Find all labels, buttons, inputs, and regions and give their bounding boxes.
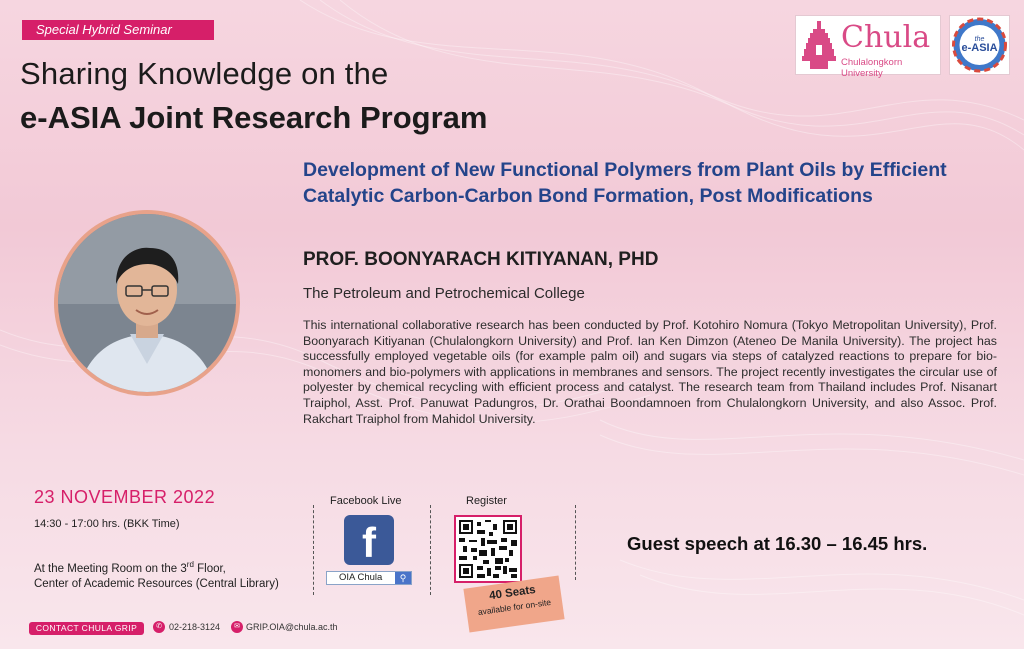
chula-logo-sub: Chulalongkorn University <box>841 57 903 79</box>
venue-line1-sup: rd <box>186 560 194 569</box>
svg-text:e-ASIA: e-ASIA <box>961 42 998 54</box>
qr-code-icon <box>459 520 517 578</box>
seminar-type-tag: Special Hybrid Seminar <box>22 20 214 40</box>
chula-logo <box>795 15 941 79</box>
venue-line1-pre: At the Meeting Room on the 3 <box>34 562 187 575</box>
event-time: 14:30 - 17:00 hrs. (BKK Time) <box>34 518 180 530</box>
e-asia-globe-icon <box>950 16 1009 74</box>
divider <box>575 505 576 580</box>
facebook-live-label: Facebook Live <box>330 495 402 507</box>
seats-note: available for on-site <box>477 596 552 618</box>
register-label: Register <box>466 495 507 507</box>
svg-text:the: the <box>974 36 985 43</box>
divider <box>313 505 314 595</box>
speaker-photo <box>54 210 240 396</box>
seats-sticker <box>463 576 564 633</box>
chula-crest-icon <box>802 21 836 69</box>
event-date: 23 NOVEMBER 2022 <box>34 487 216 507</box>
search-icon: ⚲ <box>395 572 411 584</box>
divider <box>430 505 431 595</box>
guest-speech-time: Guest speech at 16.30 – 16.45 hrs. <box>627 533 928 554</box>
speaker-affiliation: The Petroleum and Petrochemical College <box>303 285 585 302</box>
seats-count: 40 Seats <box>488 583 537 603</box>
facebook-search-box <box>326 571 412 585</box>
talk-title: Development of New Functional Polymers from Plant Oils by Efficient Catalytic Carbon-Carbon Bond Formation, Post Modifications <box>303 159 947 207</box>
facebook-icon[interactable]: f <box>344 515 394 565</box>
venue-line2: Center of Academic Resources (Central Library) <box>34 577 279 590</box>
contact-label: CONTACT CHULA GRIP <box>29 622 144 635</box>
event-venue <box>34 557 279 592</box>
venue-line1-post: Floor, <box>193 562 226 575</box>
facebook-search-text: OIA Chula <box>339 572 383 583</box>
phone-icon: ✆ <box>153 621 165 633</box>
contact-phone: 02-218-3124 <box>169 622 221 632</box>
contact-email[interactable]: GRIP.OIA@chula.ac.th <box>246 622 338 632</box>
speaker-name: PROF. BOONYARACH KITIYANAN, PHD <box>303 249 659 270</box>
email-icon: ✉ <box>231 621 243 633</box>
page-title-line1: Sharing Knowledge on the <box>20 56 389 91</box>
register-qr-code[interactable] <box>454 515 522 583</box>
chula-logo-name: Chula <box>841 20 931 55</box>
e-asia-logo <box>949 15 1010 75</box>
talk-description: This international collaborative research has been conducted by Prof. Kotohiro Nomura (Tokyo Metropolitan University), Prof. Boonyarach Kitiyanan (Chulalongkorn University) and Prof. Ian Ken Dimzon (Ateneo De Manila University). The project has successfully employed vegetable oils (for example palm oil) and sugars via steps of catalyzed reactions to prepare for bio-monomers and bio-polymers with applications in membranes and sensors. The project recently investigates the circular use of polyester by chemical recycling with efficient process and catalyst. The research team from Thailand includes Prof. Nisanart Traiphol, Asst. Prof. Panuwat Padungros, Dr. Orathai Boondamnoen from Chulalongkorn University, and also Assoc. Prof. Rakchart Traiphol from Mahidol University. <box>303 318 997 426</box>
page-title-line2: e-ASIA Joint Research Program <box>20 100 488 135</box>
